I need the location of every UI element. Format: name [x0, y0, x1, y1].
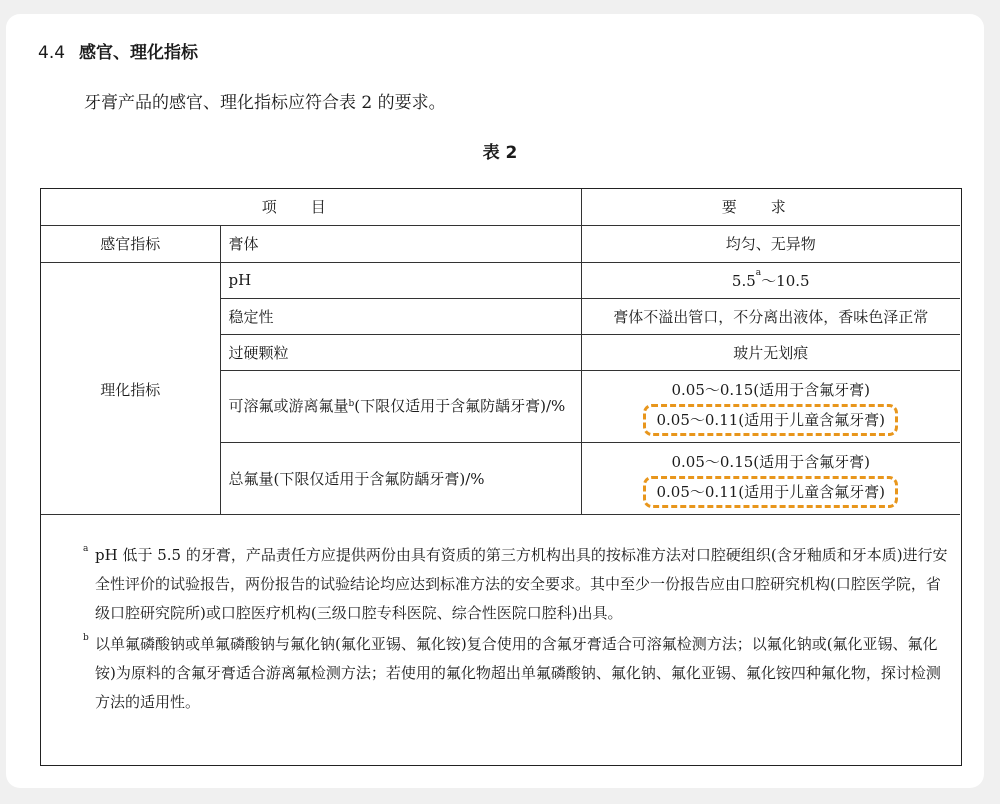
- category-physchem: 理化指标: [41, 262, 220, 514]
- footnote-b: [85, 630, 953, 717]
- section-heading: [38, 38, 198, 63]
- footnote-mark: b: [83, 633, 89, 643]
- item-particles: 过硬颗粒: [220, 334, 581, 370]
- req-ph: 5.5$^a$～10.5: [581, 262, 960, 298]
- header-requirement: 要求: [581, 189, 960, 225]
- req-paste: 均匀、无异物: [581, 225, 960, 262]
- intro-paragraph: 牙膏产品的感官、理化指标应符合表 2 的要求。: [84, 93, 446, 113]
- req-soluble-fluoride: [581, 370, 960, 442]
- table-box: [40, 188, 962, 766]
- item-stability: 稳定性: [220, 298, 581, 334]
- section-title: 感官、理化指标: [79, 43, 199, 63]
- spec-table: [41, 189, 960, 515]
- item-total-fluoride: 总氟量(下限仅适用于含氟防龋牙膏)/%: [220, 442, 581, 514]
- req-soluble-general: 0.05～0.15(适用于含氟牙膏): [671, 381, 870, 399]
- req-total-fluoride: [581, 442, 960, 514]
- footnote-text: 以单氟磷酸钠或单氟磷酸钠与氟化钠(氟化亚锡、氟化铵)复合使用的含氟牙膏适合可溶氟检测方法；以氟化钠或(氟化亚锡、氟化铵)为原料的含氟牙膏适合游离氟检测方法；若使用的氟化物超出单氟磷酸钠、氟化钠、氟化亚锡、氟化铵四种氟化物，探讨检测方法的适用性。: [95, 635, 941, 711]
- table-title: 表 2: [482, 143, 518, 163]
- highlight-total-children: 0.05～0.11(适用于儿童含氟牙膏): [643, 476, 898, 508]
- item-ph: pH: [220, 262, 581, 298]
- table-header-row: [41, 189, 960, 225]
- table-footnotes: [85, 541, 953, 719]
- highlight-soluble-children: 0.05～0.11(适用于儿童含氟牙膏): [643, 404, 898, 436]
- footnote-mark: a: [83, 544, 89, 554]
- table-row: [41, 262, 960, 298]
- req-total-general: 0.05～0.15(适用于含氟牙膏): [671, 453, 870, 471]
- table-row: [41, 225, 960, 262]
- category-sensory: 感官指标: [41, 225, 220, 262]
- footnote-text: pH 低于 5.5 的牙膏，产品责任方应提供两份由具有资质的第三方机构出具的按标准方法对口腔硬组织(含牙釉质和牙本质)进行安全性评价的试验报告，两份报告的试验结论均应达到标准方法的安全要求。其中至少一份报告应由口腔研究机构(口腔医学院，省级口腔研究院所)或口腔医疗机构(三级口腔专科医院、综合性医院口腔科)出具。: [95, 546, 948, 622]
- section-number: 4.4: [38, 43, 66, 63]
- req-particles: 玻片无划痕: [581, 334, 960, 370]
- req-stability: 膏体不溢出管口，不分离出液体，香味色泽正常: [581, 298, 960, 334]
- footnote-a: [85, 541, 953, 628]
- item-paste: 膏体: [220, 225, 581, 262]
- item-soluble-fluoride: 可溶氟或游离氟量$^b$(下限仅适用于含氟防龋牙膏)/%: [220, 370, 581, 442]
- header-item: 项目: [41, 189, 581, 225]
